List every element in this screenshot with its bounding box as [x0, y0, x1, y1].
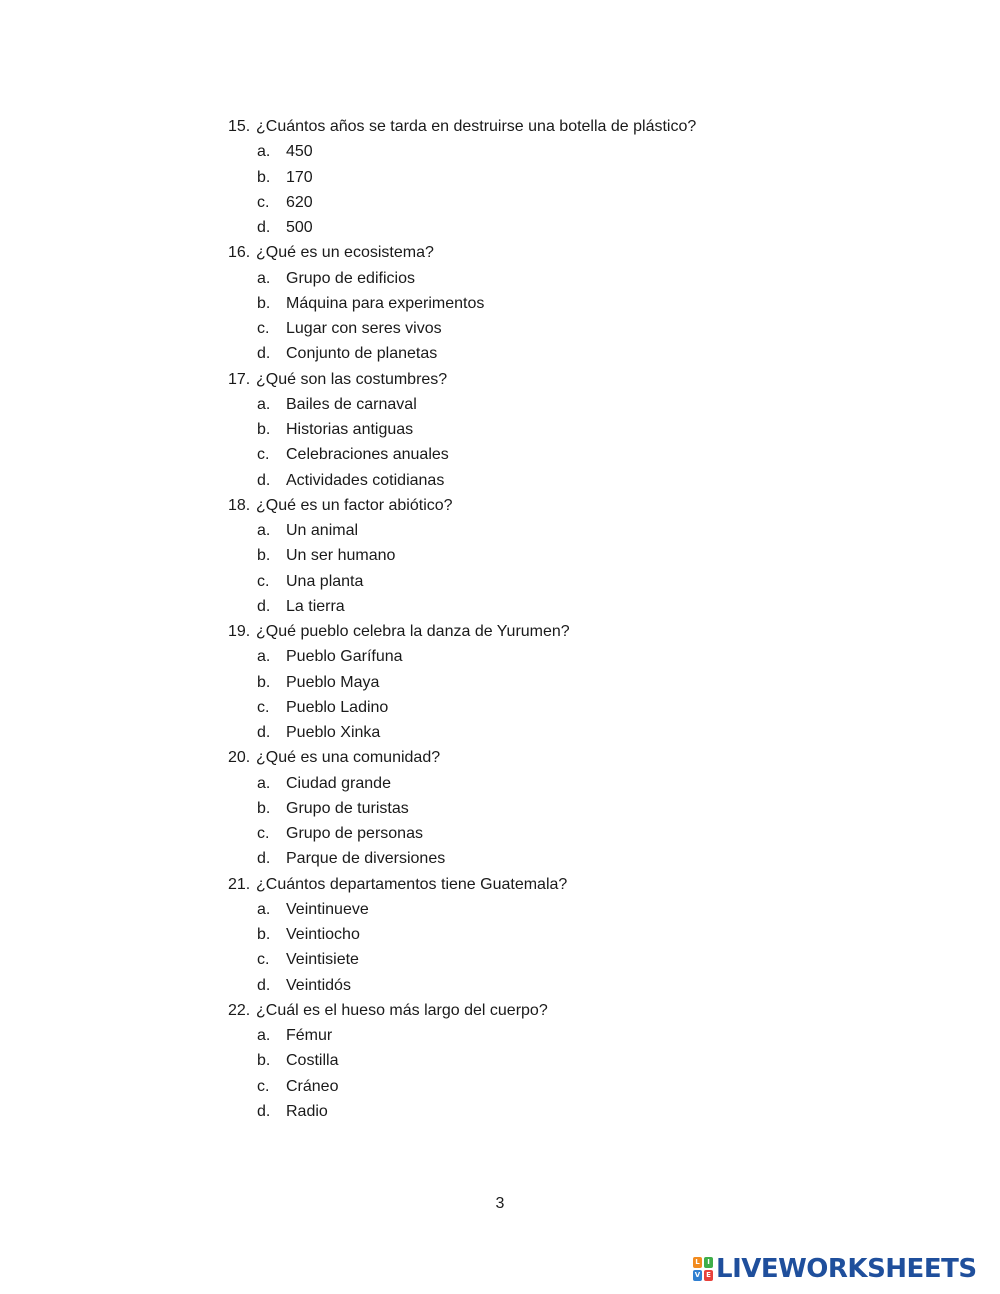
question-text: ¿Qué es un factor abiótico? [256, 496, 453, 514]
option-text: 620 [286, 193, 313, 211]
option-letter: b. [257, 926, 271, 943]
option-text: Lugar con seres vivos [286, 320, 442, 337]
answer-option [228, 392, 948, 417]
answer-option [228, 190, 948, 215]
answer-option [228, 973, 948, 998]
answer-option [228, 569, 948, 594]
option-text: Un ser humano [286, 547, 396, 565]
option-letter: a. [257, 522, 271, 539]
option-text: Pueblo Maya [286, 673, 380, 691]
option-letter: b. [257, 168, 271, 186]
option-letter: a. [257, 774, 271, 792]
logo-tile-l: L [693, 1257, 702, 1268]
answer-option [228, 670, 948, 695]
option-text: Cráneo [286, 1077, 339, 1095]
option-text: Celebraciones anuales [286, 446, 449, 464]
question-number: 16. [228, 244, 251, 262]
answer-option [228, 771, 948, 796]
question-text: ¿Qué es una comunidad? [256, 749, 441, 767]
question-list [228, 114, 948, 1124]
option-text: Costilla [286, 1052, 339, 1070]
option-letter: b. [257, 294, 271, 312]
brand-name: LIVEWORKSHEETS [716, 1254, 977, 1284]
option-letter: d. [257, 597, 271, 615]
option-letter: b. [257, 799, 271, 817]
question-18 [228, 493, 948, 518]
option-letter: c. [257, 698, 270, 716]
question-17 [228, 367, 948, 392]
option-text: Pueblo Ladino [286, 698, 389, 716]
option-text: Grupo de edificios [286, 269, 415, 287]
question-text: ¿Cuál es el hueso más largo del cuerpo? [256, 1001, 548, 1019]
option-text: Veintidós [286, 976, 351, 994]
answer-option [228, 922, 948, 947]
option-text: Pueblo Xinka [286, 724, 381, 741]
answer-option [228, 139, 948, 164]
answer-option [228, 442, 948, 467]
option-text: Una planta [286, 572, 364, 590]
option-letter: a. [257, 1027, 271, 1044]
option-text: Ciudad grande [286, 774, 391, 792]
option-letter: a. [257, 395, 271, 413]
logo-tile-v: V [694, 1271, 701, 1279]
option-text: Pueblo Garífuna [286, 648, 403, 666]
answer-option [228, 1074, 948, 1099]
option-letter: d. [257, 724, 271, 741]
answer-option [228, 695, 948, 720]
answer-option [228, 266, 948, 291]
answer-option [228, 594, 948, 619]
option-text: Radio [286, 1102, 328, 1120]
logo-tile-e: E [704, 1270, 713, 1281]
answer-option [228, 341, 948, 366]
option-letter: a. [257, 269, 271, 287]
question-number: 21. [228, 875, 251, 893]
question-21 [228, 872, 948, 897]
answer-option [228, 165, 948, 190]
option-letter: d. [257, 471, 271, 489]
answer-option [228, 291, 948, 316]
liveworksheets-logo [693, 1254, 977, 1284]
answer-option [228, 543, 948, 568]
question-22 [228, 998, 948, 1023]
answer-option [228, 821, 948, 846]
option-text: La tierra [286, 597, 345, 615]
question-number: 19. [228, 623, 251, 640]
question-15 [228, 114, 948, 139]
answer-option [228, 897, 948, 922]
option-text: 500 [286, 219, 313, 236]
question-text: ¿Qué es un ecosistema? [256, 244, 434, 262]
answer-option [228, 796, 948, 821]
question-19 [228, 619, 948, 644]
question-text: ¿Cuántos departamentos tiene Guatemala? [256, 875, 568, 893]
question-number: 18. [228, 496, 251, 514]
option-letter: d. [257, 850, 271, 868]
option-text: Fémur [286, 1027, 333, 1044]
option-text: Grupo de personas [286, 825, 423, 842]
answer-option [228, 644, 948, 669]
option-text: Bailes de carnaval [286, 395, 417, 413]
option-letter: c. [257, 572, 270, 590]
answer-option [228, 417, 948, 442]
option-letter: d. [257, 345, 271, 363]
option-letter: b. [257, 547, 271, 565]
answer-option [228, 947, 948, 972]
option-text: Grupo de turistas [286, 799, 409, 817]
answer-option [228, 518, 948, 543]
option-text: Veintiocho [286, 926, 360, 943]
logo-grid-icon [693, 1257, 713, 1281]
option-text: Actividades cotidianas [286, 471, 445, 489]
answer-option [228, 1048, 948, 1073]
option-letter: d. [257, 219, 271, 236]
question-number: 15. [228, 118, 251, 135]
option-letter: c. [257, 951, 270, 969]
question-number: 17. [228, 370, 251, 388]
answer-option [228, 846, 948, 871]
option-letter: c. [257, 1077, 270, 1095]
option-letter: a. [257, 648, 271, 666]
option-text: Veintinueve [286, 900, 369, 918]
answer-option [228, 720, 948, 745]
option-text: Veintisiete [286, 951, 359, 969]
option-letter: c. [257, 446, 270, 464]
option-text: Historias antiguas [286, 421, 414, 438]
answer-option [228, 215, 948, 240]
option-letter: c. [257, 825, 270, 842]
option-text: 450 [286, 143, 313, 161]
option-letter: d. [257, 976, 271, 994]
option-letter: a. [257, 143, 271, 161]
logo-tile-i: I [704, 1257, 713, 1268]
option-text: Conjunto de planetas [286, 345, 438, 363]
option-text: Parque de diversiones [286, 850, 446, 868]
answer-option [228, 1099, 948, 1124]
question-number: 22. [228, 1001, 251, 1019]
option-letter: c. [257, 193, 270, 211]
option-text: Máquina para experimentos [286, 294, 485, 312]
answer-option [228, 468, 948, 493]
answer-option [228, 1023, 948, 1048]
question-text: ¿Qué pueblo celebra la danza de Yurumen? [256, 623, 570, 640]
option-letter: d. [257, 1102, 271, 1120]
option-text: Un animal [286, 522, 359, 539]
question-20 [228, 745, 948, 770]
option-letter: a. [257, 900, 271, 918]
answer-option [228, 316, 948, 341]
question-text: ¿Qué son las costumbres? [256, 370, 448, 388]
option-letter: b. [257, 673, 271, 691]
question-number: 20. [228, 749, 251, 767]
page-number: 3 [495, 1195, 505, 1212]
option-letter: b. [257, 1052, 271, 1070]
option-letter: b. [257, 421, 271, 438]
option-text: 170 [286, 168, 313, 186]
option-letter: c. [257, 320, 270, 337]
question-16 [228, 240, 948, 265]
question-text: ¿Cuántos años se tarda en destruirse una botella de plástico? [256, 118, 697, 135]
